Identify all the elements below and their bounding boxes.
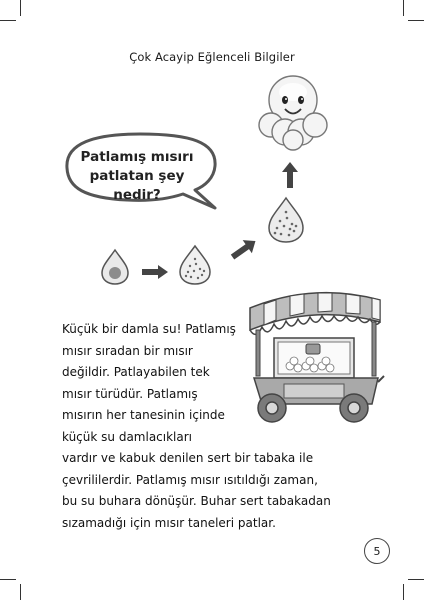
- crop-mark: [20, 584, 21, 600]
- steaming-kernel-icon: [266, 196, 306, 244]
- body-line: küçük su damlacıkları: [62, 429, 193, 444]
- heated-kernel-icon: [178, 244, 212, 286]
- page-title: Çok Acayip Eğlenceli Bilgiler: [129, 50, 295, 64]
- body-line: mısır türüdür. Patlamış: [62, 386, 198, 401]
- bubble-question: [72, 148, 202, 205]
- body-line: vardır ve kabuk denilen sert bir tabaka ile: [62, 451, 314, 465]
- corn-kernel-icon: [100, 248, 130, 286]
- bubble-line: patlatan şey: [89, 168, 185, 184]
- body-line: Küçük bir damla su! Patlamış: [62, 322, 236, 336]
- body-paragraph: [62, 319, 331, 534]
- arrow-right-icon: [142, 265, 168, 279]
- bubble-line: nedir?: [113, 187, 161, 203]
- crop-mark: [0, 579, 16, 580]
- page-number: 5: [373, 544, 381, 558]
- crop-mark: [403, 0, 404, 16]
- arrow-up-icon: [282, 162, 298, 188]
- crop-mark: [408, 579, 424, 580]
- body-line: değildir. Patlayabilen tek: [62, 365, 210, 379]
- body-line: mısırın her tanesinin içinde: [62, 408, 225, 422]
- crop-mark: [0, 20, 16, 21]
- body-line: sızamadığı için mısır taneleri patlar.: [62, 515, 276, 530]
- page-number-badge: [364, 538, 390, 564]
- crop-mark: [408, 20, 424, 21]
- crop-mark: [20, 0, 21, 16]
- body-line: çevrililerdir. Patlamış mısır ısıtıldığı zaman,: [62, 472, 318, 487]
- crop-mark: [403, 584, 404, 600]
- popcorn-character-icon: [253, 70, 333, 152]
- body-line: mısır sıradan bir mısır: [62, 343, 193, 358]
- arrow-diagonal-icon: [230, 236, 258, 262]
- body-line: bu su buhara dönüşür. Buhar sert tabakadan: [62, 494, 331, 508]
- bubble-line: Patlamış mısırı: [80, 149, 194, 165]
